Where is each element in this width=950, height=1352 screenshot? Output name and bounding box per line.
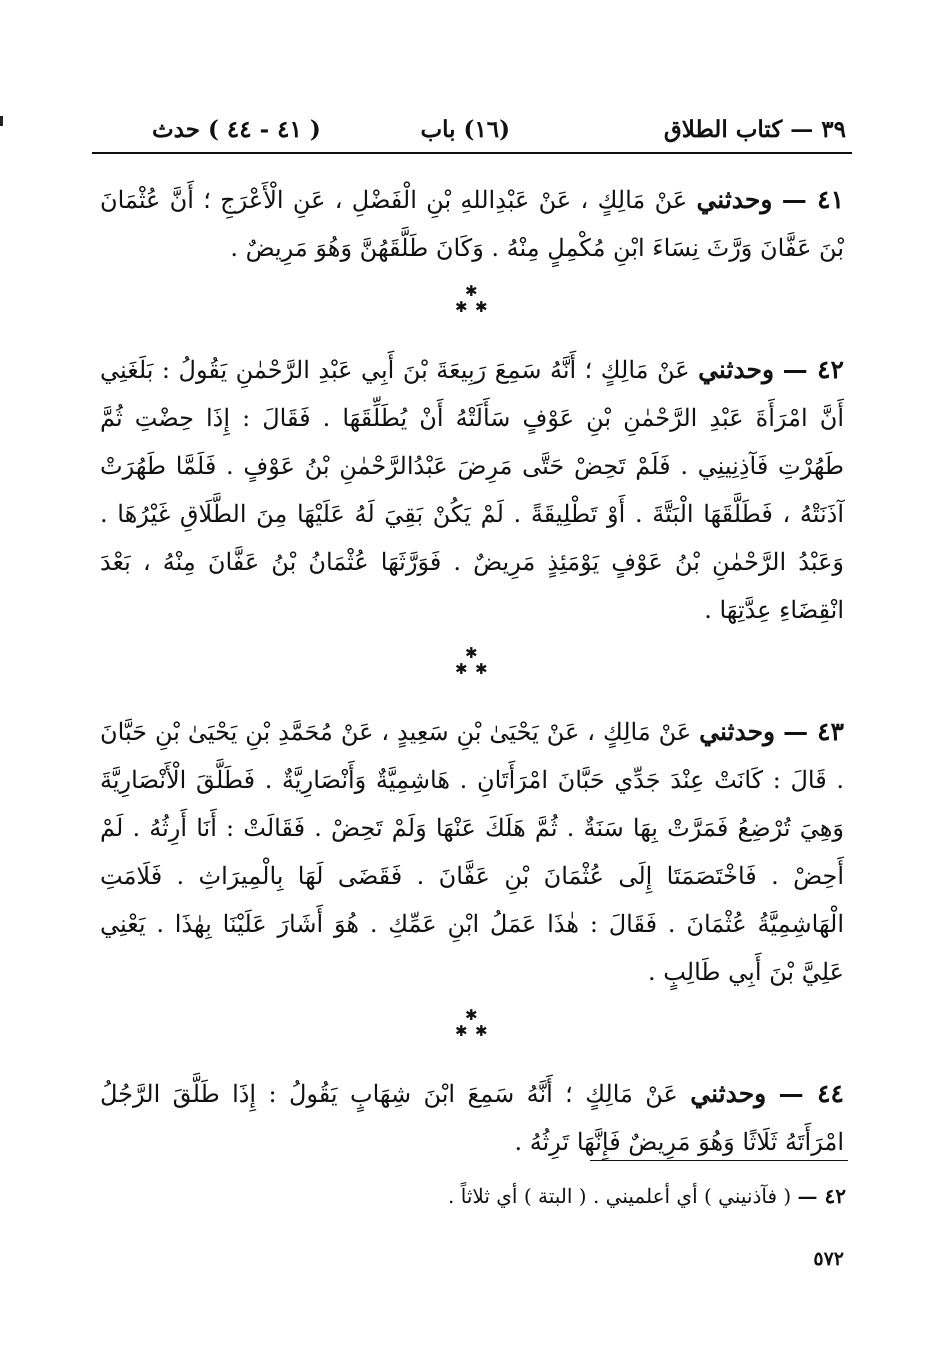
header-hadith-range: ( ٤١ - ٤٤ ) حدث: [152, 116, 321, 143]
page-number: ٥٧٢: [813, 1248, 844, 1270]
section-divider: [100, 634, 844, 708]
asterism-icon: ✱ ✱ ✱: [455, 644, 488, 678]
asterism-icon: ✱ ✱ ✱: [455, 1006, 488, 1040]
footnote: [448, 1184, 846, 1208]
section-divider: [100, 996, 844, 1070]
hadith-number: ٤٢ —: [782, 355, 844, 384]
hadith-number: ٤٤ —: [778, 1079, 844, 1108]
header-chapter: (١٦) باب: [420, 116, 510, 143]
hadith-text: عَنْ مَالِكٍ ، عَنْ عَبْدِاللهِ بْنِ الْفَضْلِ ، عَنِ الْأَعْرَجِ ؛ أَنَّ عُثْمَانَ بْنَ عَفَّانَ وَرَّثَ نِسَاءَ ابْنِ مُكْمِلٍ مِنْهُ . وَكَانَ طَلَّقَهُنَّ وَهُوَ مَرِيضٌ .: [100, 186, 844, 262]
hadith-lead: وحدثني: [690, 1079, 767, 1108]
section-divider: [100, 272, 844, 346]
hadith-number: ٤١ —: [781, 185, 844, 214]
footnote-text: ( فآذنيني ) أي أعلميني . ( البتة ) أي ثلاثاً .: [448, 1184, 792, 1208]
footnote-number: ٤٢ —: [797, 1184, 846, 1208]
hadith-lead: وحدثني: [699, 717, 776, 746]
hadith-42: [100, 346, 844, 634]
hadith-41: [100, 176, 844, 272]
hadith-text: عَنْ مَالِكٍ ، عَنْ يَحْيَىٰ بْنِ سَعِيدٍ ، عَنْ مُحَمَّدِ بْنِ يَحْيَىٰ بْنِ حَبَّانَ . قَالَ : كَانَتْ عِنْدَ جَدِّي حَبَّانَ امْرَأَتَانِ . هَاشِمِيَّةٌ وَأَنْصَارِيَّةٌ . فَطَلَّقَ الْأَنْصَارِيَّةَ وَهِيَ تُرْضِعُ فَمَرَّتْ بِهَا سَنَةٌ . ثُمَّ هَلَكَ عَنْهَا وَلَمْ تَحِضْ . فَقَالَتْ : أَنَا أَرِثُهُ . لَمْ أَحِضْ . فَاخْتَصَمَتَا إِلَى عُثْمَانَ بْنِ عَفَّانَ . فَقَضَى لَهَا بِالْمِيرَاثِ . فَلَامَتِ الْهَاشِمِيَّةُ عُثْمَانَ . فَقَالَ : هٰذَا عَمَلُ ابْنِ عَمِّكِ . هُوَ أَشَارَ عَلَيْنَا بِهٰذَا . يَعْنِي عَلِيَّ بْنَ أَبِي طَالِبٍ .: [100, 718, 845, 986]
main-text: [100, 176, 844, 1166]
hadith-43: [100, 708, 844, 996]
hadith-lead: وحدثني: [698, 355, 775, 384]
header-rule: [92, 152, 852, 154]
hadith-number: ٤٣ —: [783, 717, 844, 746]
hadith-text: عَنْ مَالِكٍ ؛ أَنَّهُ سَمِعَ ابْنَ شِهَابٍ يَقُولُ : إِذَا طَلَّقَ الرَّجُلُ امْرَأَتَهُ ثَلَاثًا وَهُوَ مَرِيضٌ فَإِنَّهَا تَرِثُهُ .: [100, 1080, 844, 1156]
header-book-title: ٣٩ — كتاب الطلاق: [663, 116, 846, 143]
asterism-icon: ✱ ✱ ✱: [455, 282, 488, 316]
hadith-text: عَنْ مَالِكٍ ؛ أَنَّهُ سَمِعَ رَبِيعَةَ بْنَ أَبِي عَبْدِ الرَّحْمٰنِ يَقُولُ : بَلَغَنِي أَنَّ امْرَأَةَ عَبْدِ الرَّحْمٰنِ بْنِ عَوْفٍ سَأَلَتْهُ أَنْ يُطَلِّقَهَا . فَقَالَ : إِذَا حِضْتِ ثُمَّ طَهُرْتِ فَآذِنِينِي . فَلَمْ تَحِضْ حَتَّى مَرِضَ عَبْدُالرَّحْمٰنِ بْنُ عَوْفٍ . فَلَمَّا طَهُرَتْ آذَنَتْهُ ، فَطَلَّقَهَا الْبَتَّةَ . أَوْ تَطْلِيقَةً . لَمْ يَكُنْ بَقِيَ لَهُ عَلَيْهَا مِنَ الطَّلَاقِ غَيْرُهَا . وَعَبْدُ الرَّحْمٰنِ بْنُ عَوْفٍ يَوْمَئِذٍ مَرِيضٌ . فَوَرَّثَهَا عُثْمَانُ بْنُ عَفَّانَ مِنْهُ ، بَعْدَ انْقِضَاءِ عِدَّتِهَا .: [100, 356, 844, 624]
footnote-rule: [590, 1160, 848, 1161]
hadith-lead: وحدثني: [696, 185, 773, 214]
running-header: [94, 112, 850, 152]
hadith-44: [100, 1070, 844, 1166]
margin-mark: [0, 116, 3, 126]
